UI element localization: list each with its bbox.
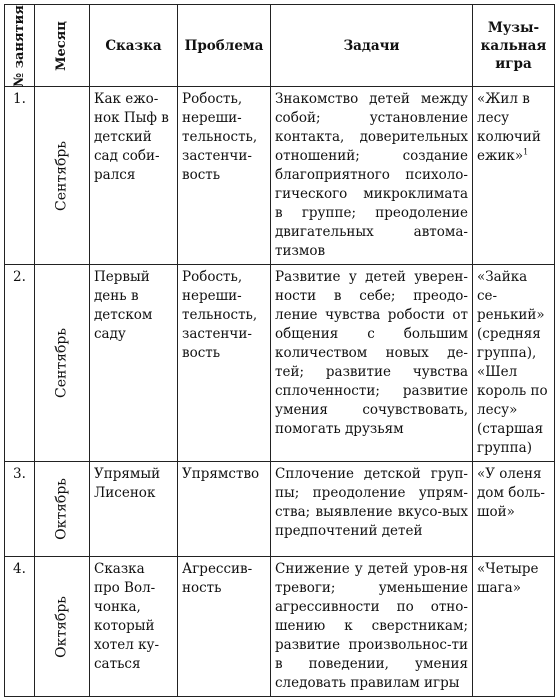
row-tasks: Сплочение детской груп-пы; преодоление упрям-ства; выявление вкусо-вых предпочтений детей [271,462,473,557]
row-tasks: Снижение у детей уров-ня тревоги; уменьшение агрессивности по отно-шению к сверстникам; развитие произвольнос-ти в поведении, умения следовать правилам игры [271,557,473,697]
row-month: Сентябрь [35,87,90,265]
row-month: Сентябрь [35,265,90,462]
header-game: Музы-кальная игра [473,5,555,87]
header-problem: Проблема [178,5,271,87]
row-num: 3. [5,462,35,557]
table-row [5,87,555,265]
sessions-table [4,4,555,697]
row-problem: Агрессив-ность [178,557,271,697]
row-tale: Упрямый Лисенок [90,462,178,557]
row-month: Октябрь [35,557,90,697]
table-row [5,265,555,462]
table-row [5,462,555,557]
row-problem: Упрямство [178,462,271,557]
row-game: «У оленя дом боль-шой» [473,462,555,557]
row-num: 2. [5,265,35,462]
row-tale: Сказка про Вол-чонка, который хотел ку-саться [90,557,178,697]
row-problem: Робость, нереши-тельность, застенчи-вость [178,87,271,265]
row-tale: Первый день в детском саду [90,265,178,462]
header-month: Месяц [35,5,90,87]
table-row [5,557,555,697]
header-num: № занятия [5,5,35,87]
header-row [5,5,555,87]
row-game: «Четыре шага» [473,557,555,697]
row-month: Октябрь [35,462,90,557]
row-problem: Робость, нереши-тельность, застенчи-вость [178,265,271,462]
row-tasks: Развитие у детей уверен-ности в себе; преодо-ление чувства робости от общения с большим количеством новых де-тей; развитие чувства сплоченности; развитие умения сочувствовать, помогать друзьям [271,265,473,462]
header-tale: Сказка [90,5,178,87]
row-tasks: Знакомство детей между собой; установление контакта, доверительных отношений; создание благоприятного психоло-гического микроклимата в группе; преодоление двигательных автома-тизмов [271,87,473,265]
row-game: «Зайка се-ренький» (средняя группа), «Шел король по лесу» (старшая группа) [473,265,555,462]
row-tale: Как ежо-нок Пыф в детский сад соби-рался [90,87,178,265]
row-num: 4. [5,557,35,697]
footnote-marker: 1 [523,147,529,157]
header-tasks: Задачи [271,5,473,87]
row-game: «Жил в лесу колючий ежик»$^1$ [473,87,555,265]
row-num: 1. [5,87,35,265]
